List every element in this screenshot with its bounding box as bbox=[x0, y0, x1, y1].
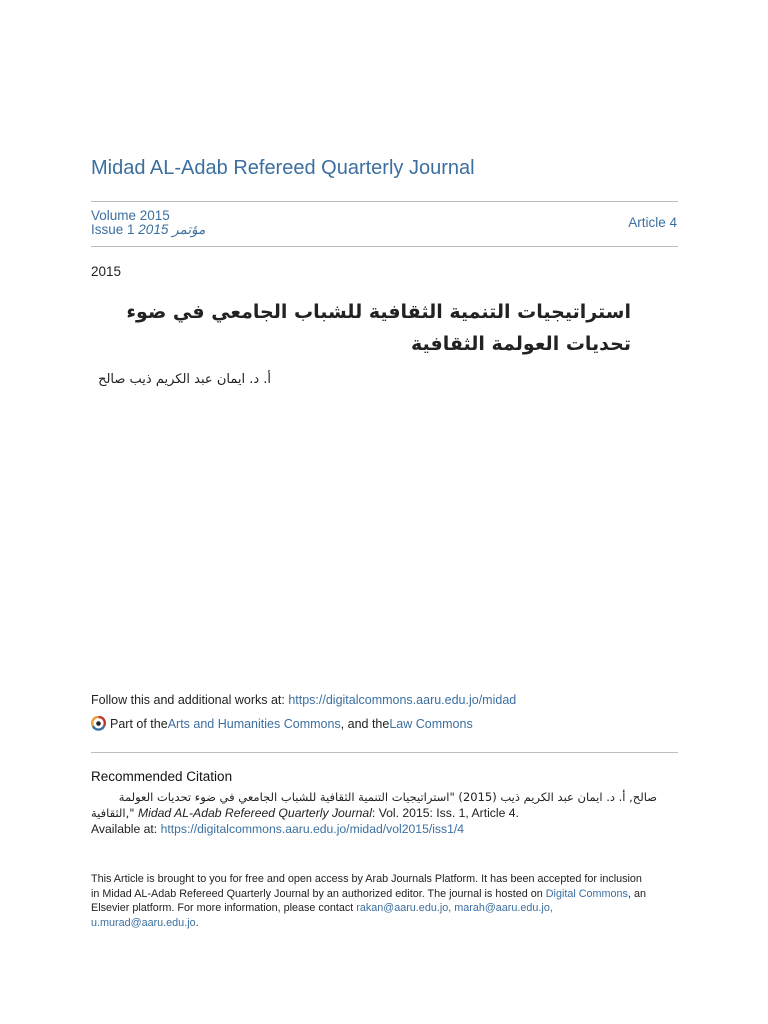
digital-commons-icon bbox=[91, 716, 106, 731]
available-url-link[interactable]: https://digitalcommons.aaru.edu.jo/midad/vol2015/iss1/4 bbox=[160, 822, 465, 836]
issue-extra-label[interactable]: 2015 مؤتمر bbox=[138, 222, 206, 237]
citation-line-2 bbox=[91, 805, 657, 821]
available-prefix: Available at: bbox=[91, 822, 161, 836]
digital-commons-link[interactable]: Digital Commons bbox=[545, 887, 628, 900]
citation-title-end: الثقافية," bbox=[91, 806, 135, 820]
citation-divider bbox=[91, 752, 678, 753]
article-title: استراتيجيات التنمية الثقافية للشباب الجامعي في ضوء تحديات العولمة الثقافية bbox=[126, 301, 631, 355]
contact-emails-link[interactable]: rakan@aaru.edu.jo, marah@aaru.edu.jo, u.murad@aaru.edu.jo bbox=[91, 902, 553, 929]
author-name: أ. د. ايمان عبد الكريم ذيب صالح bbox=[98, 372, 271, 387]
access-notice-text-3: . bbox=[195, 916, 199, 929]
citation-volume-info: : Vol. 2015: Iss. 1, Article 4. bbox=[371, 806, 519, 820]
part-of-line bbox=[91, 716, 473, 731]
citation-journal: Midad AL-Adab Refereed Quarterly Journal bbox=[137, 806, 372, 820]
recommended-citation-heading: Recommended Citation bbox=[91, 769, 233, 784]
volume-issue-block bbox=[91, 209, 205, 237]
volume-link[interactable]: Volume 2015 bbox=[91, 208, 170, 223]
access-notice bbox=[91, 872, 651, 930]
citation-block bbox=[91, 789, 657, 837]
access-notice-text-1: This Article is brought to you for free and open access by Arab Journals Platform. It has been accepted for inclusion in Midad AL-Adab Refereed Quarterly Journal by an authorized editor. The journal is hosted on bbox=[91, 873, 642, 900]
top-divider bbox=[91, 201, 678, 202]
arts-humanities-commons-link[interactable]: Arts and Humanities Commons bbox=[167, 716, 341, 731]
publication-year: 2015 bbox=[91, 264, 122, 279]
law-commons-link[interactable]: Law Commons bbox=[389, 716, 473, 731]
follow-prefix: Follow this and additional works at: bbox=[91, 693, 289, 707]
follow-url-link[interactable]: https://digitalcommons.aaru.edu.jo/midad bbox=[288, 693, 517, 707]
citation-available bbox=[91, 821, 657, 837]
access-notice-text-2: , an Elsevier platform. For more information, please contact bbox=[91, 887, 646, 915]
part-of-prefix: Part of the bbox=[110, 716, 168, 731]
journal-title[interactable]: Midad AL-Adab Refereed Quarterly Journal bbox=[91, 157, 475, 179]
issue-link[interactable]: Issue 1 bbox=[91, 222, 135, 237]
article-number-link[interactable]: Article 4 bbox=[628, 215, 677, 230]
follow-line bbox=[91, 693, 516, 707]
part-of-mid: , and the bbox=[340, 716, 390, 731]
issue-divider bbox=[91, 246, 678, 247]
citation-line-1: صالح, أ. د. ايمان عبد الكريم ذيب (2015) "استراتيجيات التنمية الثقافية للشباب الجامعي في ضوء تحديات العولمة bbox=[118, 790, 657, 804]
